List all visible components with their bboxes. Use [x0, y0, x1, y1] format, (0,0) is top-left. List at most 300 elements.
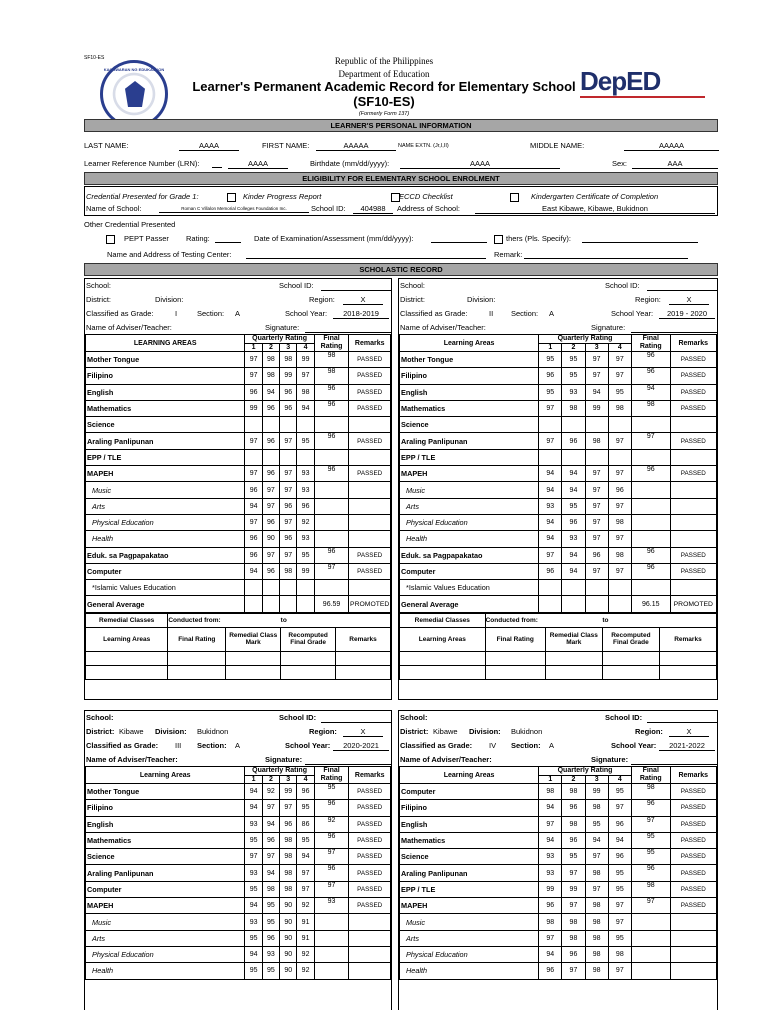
remedial-cell [602, 651, 659, 665]
section-label: Section: [197, 741, 227, 750]
grade-cell [585, 417, 608, 433]
grade-cell: 96 [608, 482, 631, 498]
grade-row [400, 816, 717, 832]
remark-line [524, 250, 688, 259]
elig-address-label: Address of School: [397, 204, 460, 213]
elig-address-value: East Kibawe, Kibawe, Bukidnon [475, 204, 715, 214]
grade-cell: 97 [539, 930, 562, 946]
grade-cell: 98 [585, 433, 608, 449]
division-value: Bukidnon [511, 727, 543, 736]
grade-cell: 94 [245, 563, 262, 579]
section-label: Section: [197, 309, 225, 318]
subject-mathematics: Mathematics [86, 400, 245, 416]
grade-row [400, 482, 717, 498]
grade-cell: 93 [562, 384, 585, 400]
grade-cell [349, 946, 391, 962]
last-name-label: LAST NAME: [84, 141, 129, 150]
subject-mathematics: Mathematics [400, 832, 539, 848]
subject-arts: Arts [400, 498, 539, 514]
grade-cell [349, 498, 391, 514]
grade-3-record [84, 710, 392, 1010]
grade-cell: 90 [262, 531, 279, 547]
grade-cell: 96 [245, 547, 262, 563]
grade-cell: 97 [562, 865, 585, 881]
grade-cell: 96 [314, 400, 349, 416]
grade-cell [314, 963, 349, 979]
subject-mathematics: Mathematics [400, 400, 539, 416]
grade-cell: 97 [314, 881, 349, 897]
general-average-value: 96.59 [314, 596, 349, 612]
grade-cell: 94 [539, 514, 562, 530]
grade-2-record [398, 278, 718, 700]
grade-row [86, 563, 391, 579]
remedial-cell [168, 651, 226, 665]
grade-cell: 95 [608, 881, 631, 897]
record-header [399, 279, 717, 334]
subject-physical-education: Physical Education [86, 946, 245, 962]
deped-logo: DepED [580, 66, 660, 97]
eligibility-box [84, 186, 718, 216]
kcert-checkbox[interactable] [510, 193, 519, 202]
grade-cell: 94 [539, 482, 562, 498]
grade-cell: 94 [562, 563, 585, 579]
grade-cell [314, 498, 349, 514]
grade-row [400, 498, 717, 514]
grade-cell: 96 [280, 531, 297, 547]
grade-cell: 98 [608, 400, 631, 416]
grade-cell: PASSED [670, 384, 716, 400]
grade-cell: 95 [262, 914, 279, 930]
general-average-row [400, 596, 717, 612]
grade-cell [280, 596, 297, 612]
grade-cell: PASSED [349, 816, 391, 832]
grade-cell: 93 [297, 482, 314, 498]
grade-cell [562, 449, 585, 465]
grade-cell: 95 [631, 849, 670, 865]
grade-cell: 96 [608, 816, 631, 832]
grade-cell [245, 417, 262, 433]
grade-cell [314, 514, 349, 530]
school-year-label: School Year: [285, 309, 328, 318]
remedial-final-rating: Final Rating [485, 627, 545, 651]
grade-cell: 96 [314, 466, 349, 482]
grade-row [86, 914, 391, 930]
region-label: Region: [635, 727, 663, 736]
remarks-header: Remarks [349, 335, 391, 352]
grade-row [400, 849, 717, 865]
subject-mother-tongue: Mother Tongue [86, 352, 245, 368]
grade-row [400, 930, 717, 946]
remedial-columns-row [400, 627, 717, 651]
subject-computer: Computer [86, 563, 245, 579]
remedial-cell [226, 651, 281, 665]
grade-cell: 97 [608, 898, 631, 914]
general-average-remarks: PROMOTED [349, 596, 391, 612]
grade-cell: 96 [631, 865, 670, 881]
school-year-label: School Year: [611, 741, 657, 750]
grades-table [85, 766, 391, 980]
grade-cell: 98 [280, 849, 297, 865]
grade-row [400, 368, 717, 384]
grade-cell: 97 [585, 352, 608, 368]
pept-checkbox[interactable] [106, 235, 115, 244]
grade-cell: 94 [562, 466, 585, 482]
grade-row [86, 547, 391, 563]
remark-label: Remark: [494, 250, 523, 259]
grade-cell: 96 [314, 547, 349, 563]
subject-filipino: Filipino [86, 800, 245, 816]
subject-araling-panlipunan: Araling Panlipunan [86, 865, 245, 881]
grade-cell: 97 [631, 898, 670, 914]
quarter-q3: 3 [585, 775, 608, 784]
grade-cell: 96 [631, 352, 670, 368]
grade-cell [245, 580, 262, 596]
grade-cell: 96 [539, 368, 562, 384]
elig-schoolid-value: 404988 [353, 204, 393, 214]
grade-cell: 96 [280, 384, 297, 400]
subject-mapeh: MAPEH [86, 466, 245, 482]
quarter-q1: 1 [245, 775, 262, 784]
grade-cell: 98 [280, 352, 297, 368]
classified-label: Classified as Grade: [86, 309, 154, 318]
remedial-blank-row [86, 665, 391, 679]
grade-cell: 98 [608, 514, 631, 530]
grade-cell: 97 [297, 368, 314, 384]
subject-epp-tle: EPP / TLE [86, 449, 245, 465]
grade-row [400, 800, 717, 816]
grade-cell: 97 [608, 963, 631, 979]
grade-cell [608, 449, 631, 465]
grade-cell: 98 [585, 865, 608, 881]
subject-music: Music [86, 482, 245, 498]
final-rating-header: Final Rating [631, 767, 670, 784]
general-average-remarks: PROMOTED [670, 596, 716, 612]
quarter-q3: 3 [280, 343, 297, 352]
grade-cell [631, 531, 670, 547]
grade-cell [349, 963, 391, 979]
grade-cell [670, 580, 716, 596]
grade-cell: 95 [297, 547, 314, 563]
section-value: A [235, 309, 241, 318]
subject-arts: Arts [86, 930, 245, 946]
region-label: Region: [309, 295, 335, 304]
grade-cell [585, 580, 608, 596]
grade-row [86, 514, 391, 530]
grade-cell: 98 [585, 898, 608, 914]
grade-row [86, 417, 391, 433]
grade-1-record [84, 278, 392, 700]
grade-cell: 97 [585, 482, 608, 498]
grade-cell: 99 [539, 881, 562, 897]
grade-cell: 97 [262, 547, 279, 563]
grade-cell: 96 [314, 832, 349, 848]
subject-music: Music [400, 914, 539, 930]
grade-cell [670, 946, 716, 962]
grade-cell: 97 [585, 368, 608, 384]
kinder-checkbox[interactable] [227, 193, 236, 202]
signature-line [305, 332, 391, 333]
grade-cell: 94 [539, 800, 562, 816]
grade-cell [631, 914, 670, 930]
grade-row [86, 384, 391, 400]
grade-cell: 98 [314, 352, 349, 368]
remedial-cell [602, 665, 659, 679]
grade-cell: 97 [539, 816, 562, 832]
signature-label: Signature: [591, 323, 626, 332]
grade-cell: 96 [262, 433, 279, 449]
grade-cell: PASSED [670, 881, 716, 897]
grade-cell: 98 [562, 816, 585, 832]
grade-4-record [398, 710, 718, 1010]
grades-header-row [400, 335, 717, 344]
grade-cell: 97 [297, 881, 314, 897]
grade-cell [631, 417, 670, 433]
sex-value: AAA [632, 159, 718, 169]
division-label: Division: [155, 727, 187, 736]
grade-cell [562, 417, 585, 433]
grade-cell: PASSED [349, 368, 391, 384]
remedial-learning-areas: Learning Areas [400, 627, 486, 651]
middle-name-label: MIDDLE NAME: [530, 141, 585, 150]
grade-cell [297, 417, 314, 433]
grade-cell [585, 596, 608, 612]
grade-cell: PASSED [670, 816, 716, 832]
division-label: Division: [469, 727, 501, 736]
general-average-label: General Average [400, 596, 539, 612]
grade-cell [670, 930, 716, 946]
grade-cell: 98 [280, 881, 297, 897]
general-average-row [86, 596, 391, 612]
name-row [84, 141, 718, 153]
grade-cell [349, 514, 391, 530]
grade-cell: 94 [262, 816, 279, 832]
grades-header-row [400, 767, 717, 776]
grade-cell: 97 [245, 368, 262, 384]
section-value: A [549, 309, 555, 318]
remedial-cell [86, 651, 168, 665]
grade-row [86, 400, 391, 416]
grade-cell [539, 417, 562, 433]
lrn-row [84, 159, 718, 171]
remedial-cell [545, 651, 602, 665]
grade-cell: PASSED [349, 384, 391, 400]
grades-header-row [86, 335, 391, 344]
grade-row [400, 531, 717, 547]
grade-cell: 94 [585, 832, 608, 848]
scholastic-bar: SCHOLASTIC RECORD [84, 263, 718, 276]
birthdate-label: Birthdate (mm/dd/yyyy): [310, 159, 390, 168]
subject-mother-tongue: Mother Tongue [86, 784, 245, 800]
grade-cell: 95 [539, 352, 562, 368]
grade-cell [562, 580, 585, 596]
signature-label: Signature: [591, 755, 629, 764]
region-label: Region: [309, 727, 337, 736]
division-label: Division: [155, 295, 184, 304]
grade-cell [245, 449, 262, 465]
grade-cell: 95 [562, 368, 585, 384]
grade-cell [262, 417, 279, 433]
subject-eduk-sa-pagpapakatao: Eduk. sa Pagpapakatao [86, 547, 245, 563]
quarter-q4: 4 [297, 343, 314, 352]
remedial-remarks: Remarks [659, 627, 716, 651]
learning-areas-header: Learning Areas [400, 767, 539, 784]
sex-label: Sex: [612, 159, 628, 168]
grade-cell: 96 [631, 368, 670, 384]
grade-cell: 92 [262, 784, 279, 800]
remedial-blank-row [400, 651, 717, 665]
grade-cell: 96 [280, 400, 297, 416]
remedial-header-row [400, 613, 717, 627]
grade-cell: 97 [245, 352, 262, 368]
school-year-value: 2019 - 2020 [659, 309, 715, 319]
quarterly-header: Quarterly Rating [245, 335, 314, 344]
subject-health: Health [86, 531, 245, 547]
grade-cell [297, 449, 314, 465]
grade-cell: 96 [562, 946, 585, 962]
grade-cell: 96 [262, 930, 279, 946]
grade-cell: 92 [297, 963, 314, 979]
last-name-value: AAAA [179, 141, 239, 151]
grade-cell: 95 [631, 832, 670, 848]
grade-row [86, 466, 391, 482]
grades-header-row [86, 767, 391, 776]
grade-cell: 97 [245, 433, 262, 449]
grade-cell: 94 [631, 384, 670, 400]
grade-cell [297, 580, 314, 596]
grade-cell [262, 580, 279, 596]
grade-value: III [175, 741, 182, 750]
quarter-q4: 4 [608, 343, 631, 352]
kinder-label: Kinder Progress Report [243, 192, 322, 201]
grade-row [86, 816, 391, 832]
subject-english: English [400, 384, 539, 400]
grade-cell: 97 [585, 466, 608, 482]
others-checkbox[interactable] [494, 235, 503, 244]
grade-cell: 96 [297, 784, 314, 800]
signature-label: Signature: [265, 755, 303, 764]
remarks-header: Remarks [670, 335, 716, 352]
grade-cell: PASSED [670, 547, 716, 563]
grade-cell: 98 [585, 946, 608, 962]
school-id-line [647, 290, 717, 291]
grade-cell: 95 [245, 930, 262, 946]
grade-cell: 94 [245, 946, 262, 962]
grade-cell: 97 [585, 563, 608, 579]
grade-cell: 97 [314, 563, 349, 579]
quarter-q4: 4 [297, 775, 314, 784]
grade-cell: 95 [245, 832, 262, 848]
grade-row [86, 352, 391, 368]
grade-cell: 96 [245, 531, 262, 547]
signature-line [305, 764, 391, 765]
quarter-q2: 2 [562, 775, 585, 784]
grade-cell: PASSED [670, 832, 716, 848]
other-credential-label: Other Credential Presented [84, 220, 176, 229]
credential-label: Credential Presented for Grade 1: [86, 192, 199, 201]
middle-name-value: AAAAA [624, 141, 719, 151]
subject-eduk-sa-pagpapakatao: Eduk. sa Pagpapakatao [400, 547, 539, 563]
section-label: Section: [511, 309, 539, 318]
grade-cell: 86 [297, 816, 314, 832]
record-header [85, 279, 391, 334]
remedial-remarks: Remarks [336, 627, 391, 651]
subject-science: Science [86, 417, 245, 433]
grade-cell [562, 596, 585, 612]
region-value: X [343, 295, 383, 305]
grade-cell: PASSED [670, 466, 716, 482]
grade-cell: 98 [262, 368, 279, 384]
grade-cell: PASSED [670, 800, 716, 816]
district-label: District: [86, 295, 111, 304]
grade-cell: 95 [245, 881, 262, 897]
grade-cell: 97 [562, 898, 585, 914]
subject-health: Health [400, 531, 539, 547]
remedial-cell [545, 665, 602, 679]
adviser-label: Name of Adviser/Teacher: [86, 323, 172, 332]
subject-computer: Computer [400, 784, 539, 800]
grade-cell: 97 [262, 849, 279, 865]
grade-row [86, 898, 391, 914]
learning-areas-header: Learning Areas [400, 335, 539, 352]
grade-cell: 94 [245, 898, 262, 914]
grade-row [400, 865, 717, 881]
grade-cell: 90 [280, 946, 297, 962]
grade-cell: PASSED [670, 368, 716, 384]
grade-cell: 99 [297, 563, 314, 579]
grade-cell: 96 [262, 563, 279, 579]
subject-araling-panlipunan: Araling Panlipunan [86, 433, 245, 449]
quarter-q3: 3 [280, 775, 297, 784]
school-year-label: School Year: [285, 741, 331, 750]
district-label: District: [400, 727, 429, 736]
remedial-cell [281, 651, 336, 665]
grade-cell [670, 914, 716, 930]
remedial-cell [336, 665, 391, 679]
grade-cell: 91 [297, 914, 314, 930]
elig-school-value: Roman C Villalon Memorial Colleges Foundation Inc. [159, 204, 309, 213]
section-value: A [549, 741, 555, 750]
grade-cell: 94 [539, 832, 562, 848]
remedial-header-row [86, 613, 391, 627]
grade-cell: 95 [297, 800, 314, 816]
grade-cell: PASSED [670, 898, 716, 914]
grade-cell: 97 [280, 800, 297, 816]
grade-cell: 98 [539, 914, 562, 930]
school-label: School: [86, 281, 112, 290]
grade-cell: 93 [297, 531, 314, 547]
grade-cell: PASSED [670, 849, 716, 865]
district-value: Kibawe [119, 727, 144, 736]
subject-filipino: Filipino [400, 368, 539, 384]
grades-table [399, 766, 717, 980]
grade-row [400, 914, 717, 930]
grade-cell: 99 [280, 784, 297, 800]
exam-date-line [431, 234, 487, 243]
grade-row [400, 881, 717, 897]
subject-araling-panlipunan: Araling Panlipunan [400, 433, 539, 449]
remarks-header: Remarks [670, 767, 716, 784]
subject-filipino: Filipino [400, 800, 539, 816]
subject-physical-education: Physical Education [400, 514, 539, 530]
grade-cell: 98 [262, 881, 279, 897]
grade-cell: 96 [608, 849, 631, 865]
grade-cell [262, 596, 279, 612]
school-id-label: School ID: [605, 281, 640, 290]
grade-cell: 95 [297, 433, 314, 449]
elig-school-label: Name of School: [86, 204, 142, 213]
grade-cell: 92 [297, 514, 314, 530]
pept-row [84, 234, 718, 246]
